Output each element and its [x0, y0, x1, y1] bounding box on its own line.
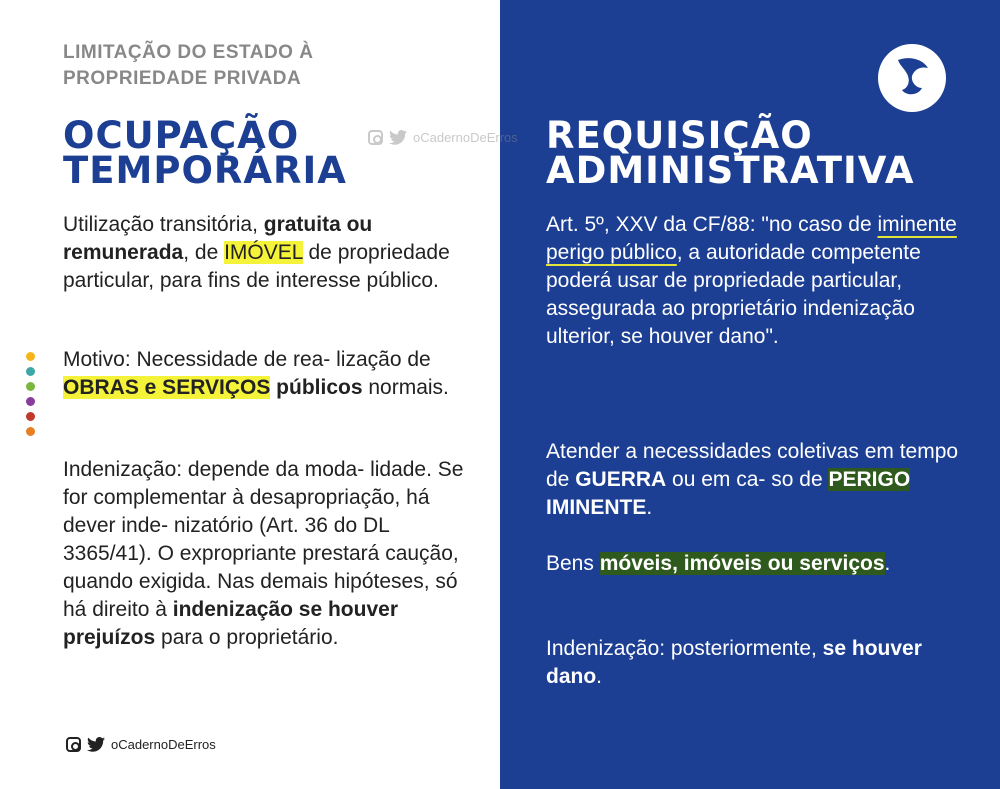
color-dots [26, 352, 36, 442]
dot-green [26, 382, 35, 391]
right-paragraph-2 [546, 438, 966, 522]
dot-purple [26, 397, 35, 406]
dot-orange [26, 427, 35, 436]
twitter-icon [87, 737, 105, 752]
text: ou em ca- so de [666, 468, 829, 491]
bold-text: públicos [270, 376, 363, 399]
right-title [546, 114, 915, 192]
bold-text: gratuita ou remunerada [63, 213, 373, 264]
text: Art. 5º, XXV da CF/88: "no caso de [546, 213, 878, 236]
right-paragraph-4 [546, 635, 966, 691]
highlight-perigo: PERIGO [828, 468, 911, 491]
footer-handle: oCadernoDeErros [111, 737, 216, 752]
text: Indenização: posteriormente, [546, 637, 823, 660]
highlight-bens: móveis, imóveis ou serviços [599, 552, 885, 575]
text: normais. [362, 376, 449, 399]
instagram-icon [368, 130, 383, 145]
left-paragraph-2 [63, 346, 483, 402]
left-title [63, 114, 347, 192]
text: Bens [546, 552, 600, 575]
left-title-line2: TEMPORÁRIA [63, 149, 347, 192]
bold-text: indenização se houver prejuízos [63, 598, 398, 649]
right-title-line2: ADMINISTRATIVA [546, 149, 915, 192]
text: , a autoridade competente poderá usar de propriedade particular, assegurada ao proprietário indenização ulterior, se houver dano". [546, 241, 921, 348]
dot-teal [26, 367, 35, 376]
bold-iminente: IMINENTE [546, 496, 647, 519]
text: para o proprietário. [155, 626, 339, 649]
dot-yellow [26, 352, 35, 361]
watermark [368, 130, 518, 145]
left-title-line1: OCUPAÇÃO [63, 114, 300, 157]
kicker-heading: LIMITAÇÃO DO ESTADO À PROPRIEDADE PRIVADA [63, 42, 314, 89]
text: . [596, 665, 603, 688]
text: Indenização: depende da moda- lidade. Se for complementar à desapropriação, há dever inde- nizatório (Art. 36 do DL 3365/41). O expropriante prestará caução, quando exigida. Nas demais hipóteses, só há direito à [63, 458, 464, 621]
text: Atender a necessidades coletivas em tempo de [546, 440, 959, 491]
right-paragraph-3 [546, 550, 966, 578]
bold-guerra: GUERRA [575, 468, 667, 491]
highlight-imovel: IMÓVEL [224, 241, 303, 264]
twitter-icon [389, 130, 407, 145]
right-paragraph-1 [546, 211, 966, 351]
left-paragraph-3 [63, 456, 483, 652]
text: . [646, 496, 653, 519]
text: de propriedade particular, para fins de interesse público. [63, 241, 450, 292]
left-paragraph-1 [63, 211, 483, 295]
footer-social [66, 737, 216, 752]
logo-icon [878, 44, 946, 112]
dot-red [26, 412, 35, 421]
text: Utilização transitória, [63, 213, 264, 236]
underlined-text: iminente perigo público [546, 213, 957, 264]
right-title-line1: REQUISIÇÃO [546, 114, 813, 157]
text: . [884, 552, 891, 575]
watermark-handle: oCadernoDeErros [413, 130, 518, 145]
instagram-icon [66, 737, 81, 752]
bold-text: se houver dano [546, 637, 922, 688]
brand-logo [878, 44, 946, 112]
text: , de [183, 241, 225, 264]
highlight-obras-servicos: OBRAS e SERVIÇOS [63, 376, 271, 399]
text: Motivo: Necessidade de rea- lização de [63, 348, 431, 371]
